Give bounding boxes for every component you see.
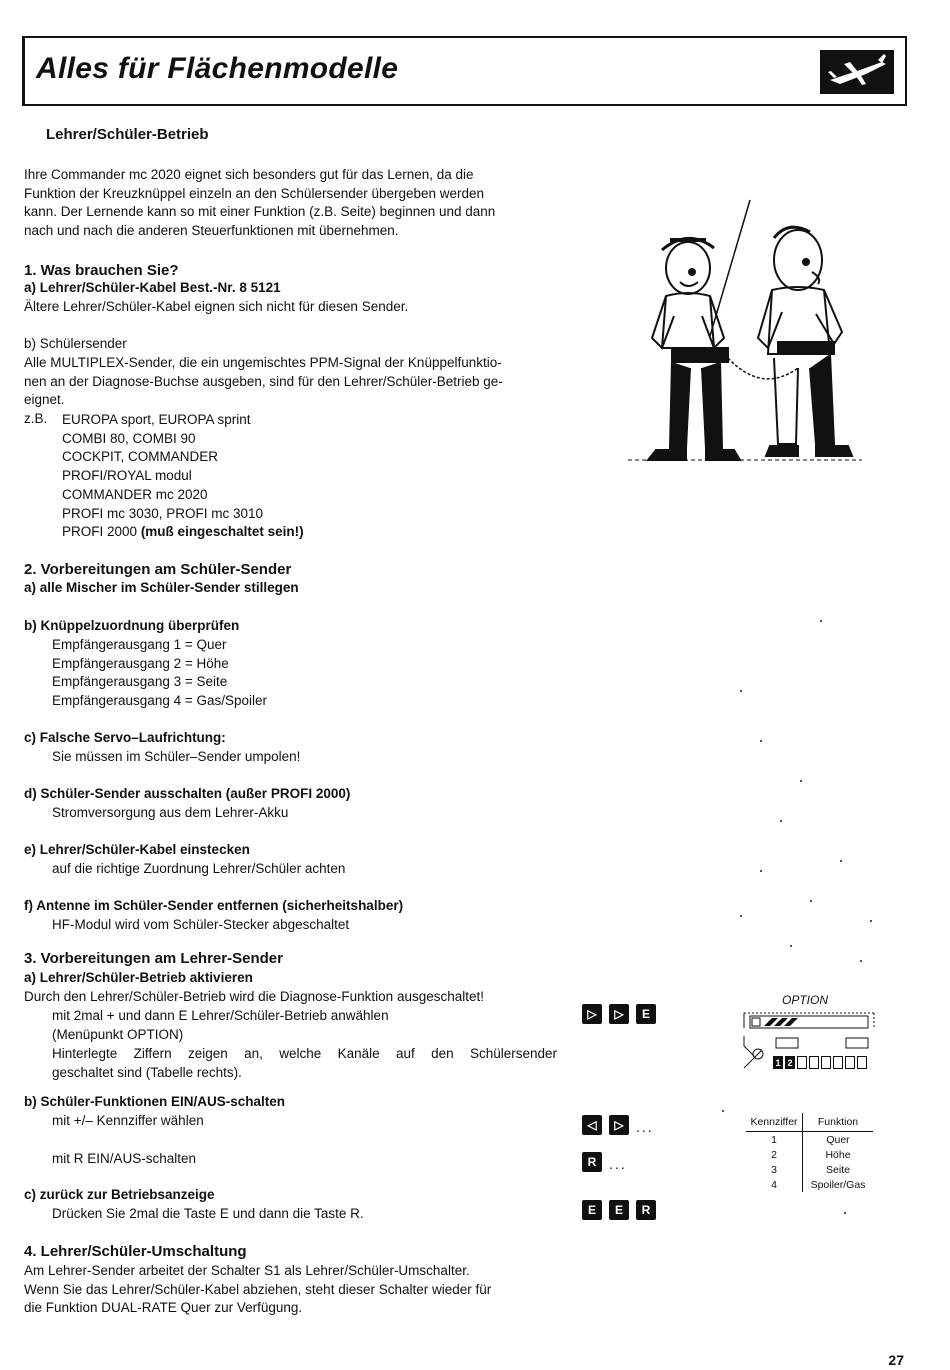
table-cell: 4 xyxy=(746,1177,803,1192)
section4-line: Am Lehrer-Sender arbeitet der Schalter S1 als Lehrer/Schüler-Umschalter. xyxy=(24,1263,470,1278)
table-row xyxy=(746,1177,873,1192)
key-sequence-return xyxy=(582,1200,656,1220)
ellipsis: ... xyxy=(609,1156,627,1172)
key-sequence-select xyxy=(582,1115,654,1135)
page-number: 27 xyxy=(888,1352,904,1368)
channel-box xyxy=(821,1056,831,1069)
section4-title: 4. Lehrer/Schüler-Umschaltung xyxy=(24,1243,247,1260)
assignment-line: Empfängerausgang 4 = Gas/Spoiler xyxy=(52,693,268,709)
intro-line: Funktion der Kreuzknüppel einzeln an den Schülersender übergeben werden xyxy=(24,185,485,201)
section2-e-title: e) Lehrer/Schüler-Kabel einstecken xyxy=(24,842,250,857)
channel-box xyxy=(857,1056,867,1069)
section1-title: 1. Was brauchen Sie? xyxy=(24,262,179,279)
table-cell: Seite xyxy=(826,1163,850,1176)
channel-indicators xyxy=(773,1056,867,1069)
section3-title: 3. Vorbereitungen am Lehrer-Sender xyxy=(24,950,283,967)
section3-b-title: b) Schüler-Funktionen EIN/AUS-schalten xyxy=(24,1094,286,1109)
table-header: Kennziffer xyxy=(746,1113,803,1132)
section3-a-line4: Hinterlegte Ziffern zeigen an, welche Kanäle auf den Schülersender xyxy=(52,1046,557,1061)
section2-e-text: auf die richtige Zuordnung Lehrer/Schüler achten xyxy=(52,861,346,876)
kennziffer-table xyxy=(746,1113,873,1192)
section3-a-line1: Durch den Lehrer/Schüler-Betrieb wird die Diagnose-Funktion ausgeschaltet! xyxy=(24,989,484,1004)
table-cell: Höhe xyxy=(825,1148,851,1161)
zb-label: z.B. xyxy=(24,411,48,426)
intro-line: Ihre Commander mc 2020 eignet sich besonders gut für das Lernen, da die xyxy=(24,167,474,182)
plus-key: ▷ xyxy=(609,1115,629,1135)
section1-b-title: b) Schülersender xyxy=(24,336,127,351)
channel-box xyxy=(797,1056,807,1069)
section4-line: die Funktion DUAL-RATE Quer zur Verfügung. xyxy=(24,1300,303,1316)
section3-c-title: c) zurück zur Betriebsanzeige xyxy=(24,1187,215,1202)
assignment-line: Empfängerausgang 2 = Höhe xyxy=(52,655,229,671)
channel-box xyxy=(845,1056,855,1069)
section2-c-text: Sie müssen im Schüler–Sender umpolen! xyxy=(52,749,301,764)
r-key: R xyxy=(582,1152,602,1172)
page-title: Alles für Flächenmodelle xyxy=(36,52,399,85)
airplane-icon xyxy=(820,50,894,94)
section4-paragraph xyxy=(24,1262,559,1318)
section2-b-title: b) Knüppelzuordnung überprüfen xyxy=(24,618,240,633)
section3-b-line2: mit R EIN/AUS-schalten xyxy=(52,1151,197,1166)
key-sequence-toggle xyxy=(582,1152,627,1172)
intro-line: nach und nach die anderen Steuerfunktionen mit übernehmen. xyxy=(24,223,399,239)
intro-paragraph xyxy=(24,166,559,241)
sender-list-item: PROFI/ROYAL modul xyxy=(62,468,192,484)
section3-c-line: Drücken Sie 2mal die Taste E und dann die Taste R. xyxy=(52,1206,364,1221)
section1-b-line: Alle MULTIPLEX-Sender, die ein ungemischtes PPM-Signal der Knüppelfunktio- xyxy=(24,355,502,370)
assignment-line: Empfängerausgang 1 = Quer xyxy=(52,637,227,652)
table-cell: 2 xyxy=(746,1147,803,1162)
enter-key: E xyxy=(582,1200,602,1220)
table-row xyxy=(746,1147,873,1162)
table-row xyxy=(746,1162,873,1177)
section2-d-text: Stromversorgung aus dem Lehrer-Akku xyxy=(52,805,289,820)
assignment-line: Empfängerausgang 3 = Seite xyxy=(52,674,228,690)
sender-list xyxy=(62,411,304,542)
table-row xyxy=(746,1132,873,1148)
channel-box xyxy=(809,1056,819,1069)
section1-a-text: Ältere Lehrer/Schüler-Kabel eignen sich nicht für diesen Sender. xyxy=(24,299,409,314)
sender-list-item: EUROPA sport, EUROPA sprint xyxy=(62,412,251,427)
section3-b-line1: mit +/– Kennziffer wählen xyxy=(52,1113,204,1128)
section3-a-line3: (Menüpunkt OPTION) xyxy=(52,1027,184,1042)
enter-key: E xyxy=(636,1004,656,1024)
key-sequence-activate xyxy=(582,1004,656,1024)
sender-list-item xyxy=(62,523,304,542)
section3-a-line2: mit 2mal + und dann E Lehrer/Schüler-Betrieb anwählen xyxy=(52,1008,389,1023)
pilots-cartoon-illustration xyxy=(622,198,882,478)
table-cell: Quer xyxy=(826,1133,850,1146)
section1-b-line: eignet. xyxy=(24,392,65,408)
section1-b-line: nen an der Diagnose-Buchse ausgeben, sind für den Lehrer/Schüler-Betrieb ge- xyxy=(24,373,503,389)
channel-digit: 1 xyxy=(773,1056,783,1069)
sender-list-item: COMBI 80, COMBI 90 xyxy=(62,430,196,446)
table-cell: 1 xyxy=(746,1132,803,1148)
minus-key: ◁ xyxy=(582,1115,602,1135)
channel-box xyxy=(833,1056,843,1069)
display-label: OPTION xyxy=(782,993,829,1007)
table-header: Funktion xyxy=(803,1113,874,1132)
plus-key: ▷ xyxy=(582,1004,602,1024)
section2-f-text: HF-Modul wird vom Schüler-Stecker abgeschaltet xyxy=(52,917,350,932)
assignment-list xyxy=(52,636,267,711)
ellipsis: ... xyxy=(636,1119,654,1135)
sender-list-item: COMMANDER mc 2020 xyxy=(62,486,208,502)
table-cell: 3 xyxy=(746,1162,803,1177)
section1-b-paragraph xyxy=(24,354,503,410)
section2-a-title: a) alle Mischer im Schüler-Sender stillegen xyxy=(24,580,299,595)
enter-key: E xyxy=(609,1200,629,1220)
section2-d-title: d) Schüler-Sender ausschalten (außer PROFI 2000) xyxy=(24,786,351,801)
section2-f-title: f) Antenne im Schüler-Sender entfernen (sicherheitshalber) xyxy=(24,898,404,913)
section-intro-title: Lehrer/Schüler-Betrieb xyxy=(46,126,209,143)
section2-c-title: c) Falsche Servo–Laufrichtung: xyxy=(24,730,226,745)
channel-digit: 2 xyxy=(785,1056,795,1069)
section1-a-title: a) Lehrer/Schüler-Kabel Best.-Nr. 8 5121 xyxy=(24,280,281,295)
sender-list-item: COCKPIT, COMMANDER xyxy=(62,449,219,465)
section4-line: Wenn Sie das Lehrer/Schüler-Kabel abziehen, steht dieser Schalter wieder für xyxy=(24,1281,492,1297)
sender-list-item: PROFI mc 3030, PROFI mc 3010 xyxy=(62,505,264,521)
table-cell: Spoiler/Gas xyxy=(810,1178,866,1191)
profi2000-label: PROFI 2000 xyxy=(62,524,138,540)
intro-line: kann. Der Lernende kann so mit einer Funktion (z.B. Seite) beginnen und dann xyxy=(24,204,496,220)
section3-a-title: a) Lehrer/Schüler-Betrieb aktivieren xyxy=(24,970,253,985)
section2-title: 2. Vorbereitungen am Schüler-Sender xyxy=(24,561,292,578)
plus-key: ▷ xyxy=(609,1004,629,1024)
profi2000-note: (muß eingeschaltet sein!) xyxy=(140,524,304,540)
section3-a-line5: geschaltet sind (Tabelle rechts). xyxy=(52,1065,242,1080)
r-key: R xyxy=(636,1200,656,1220)
